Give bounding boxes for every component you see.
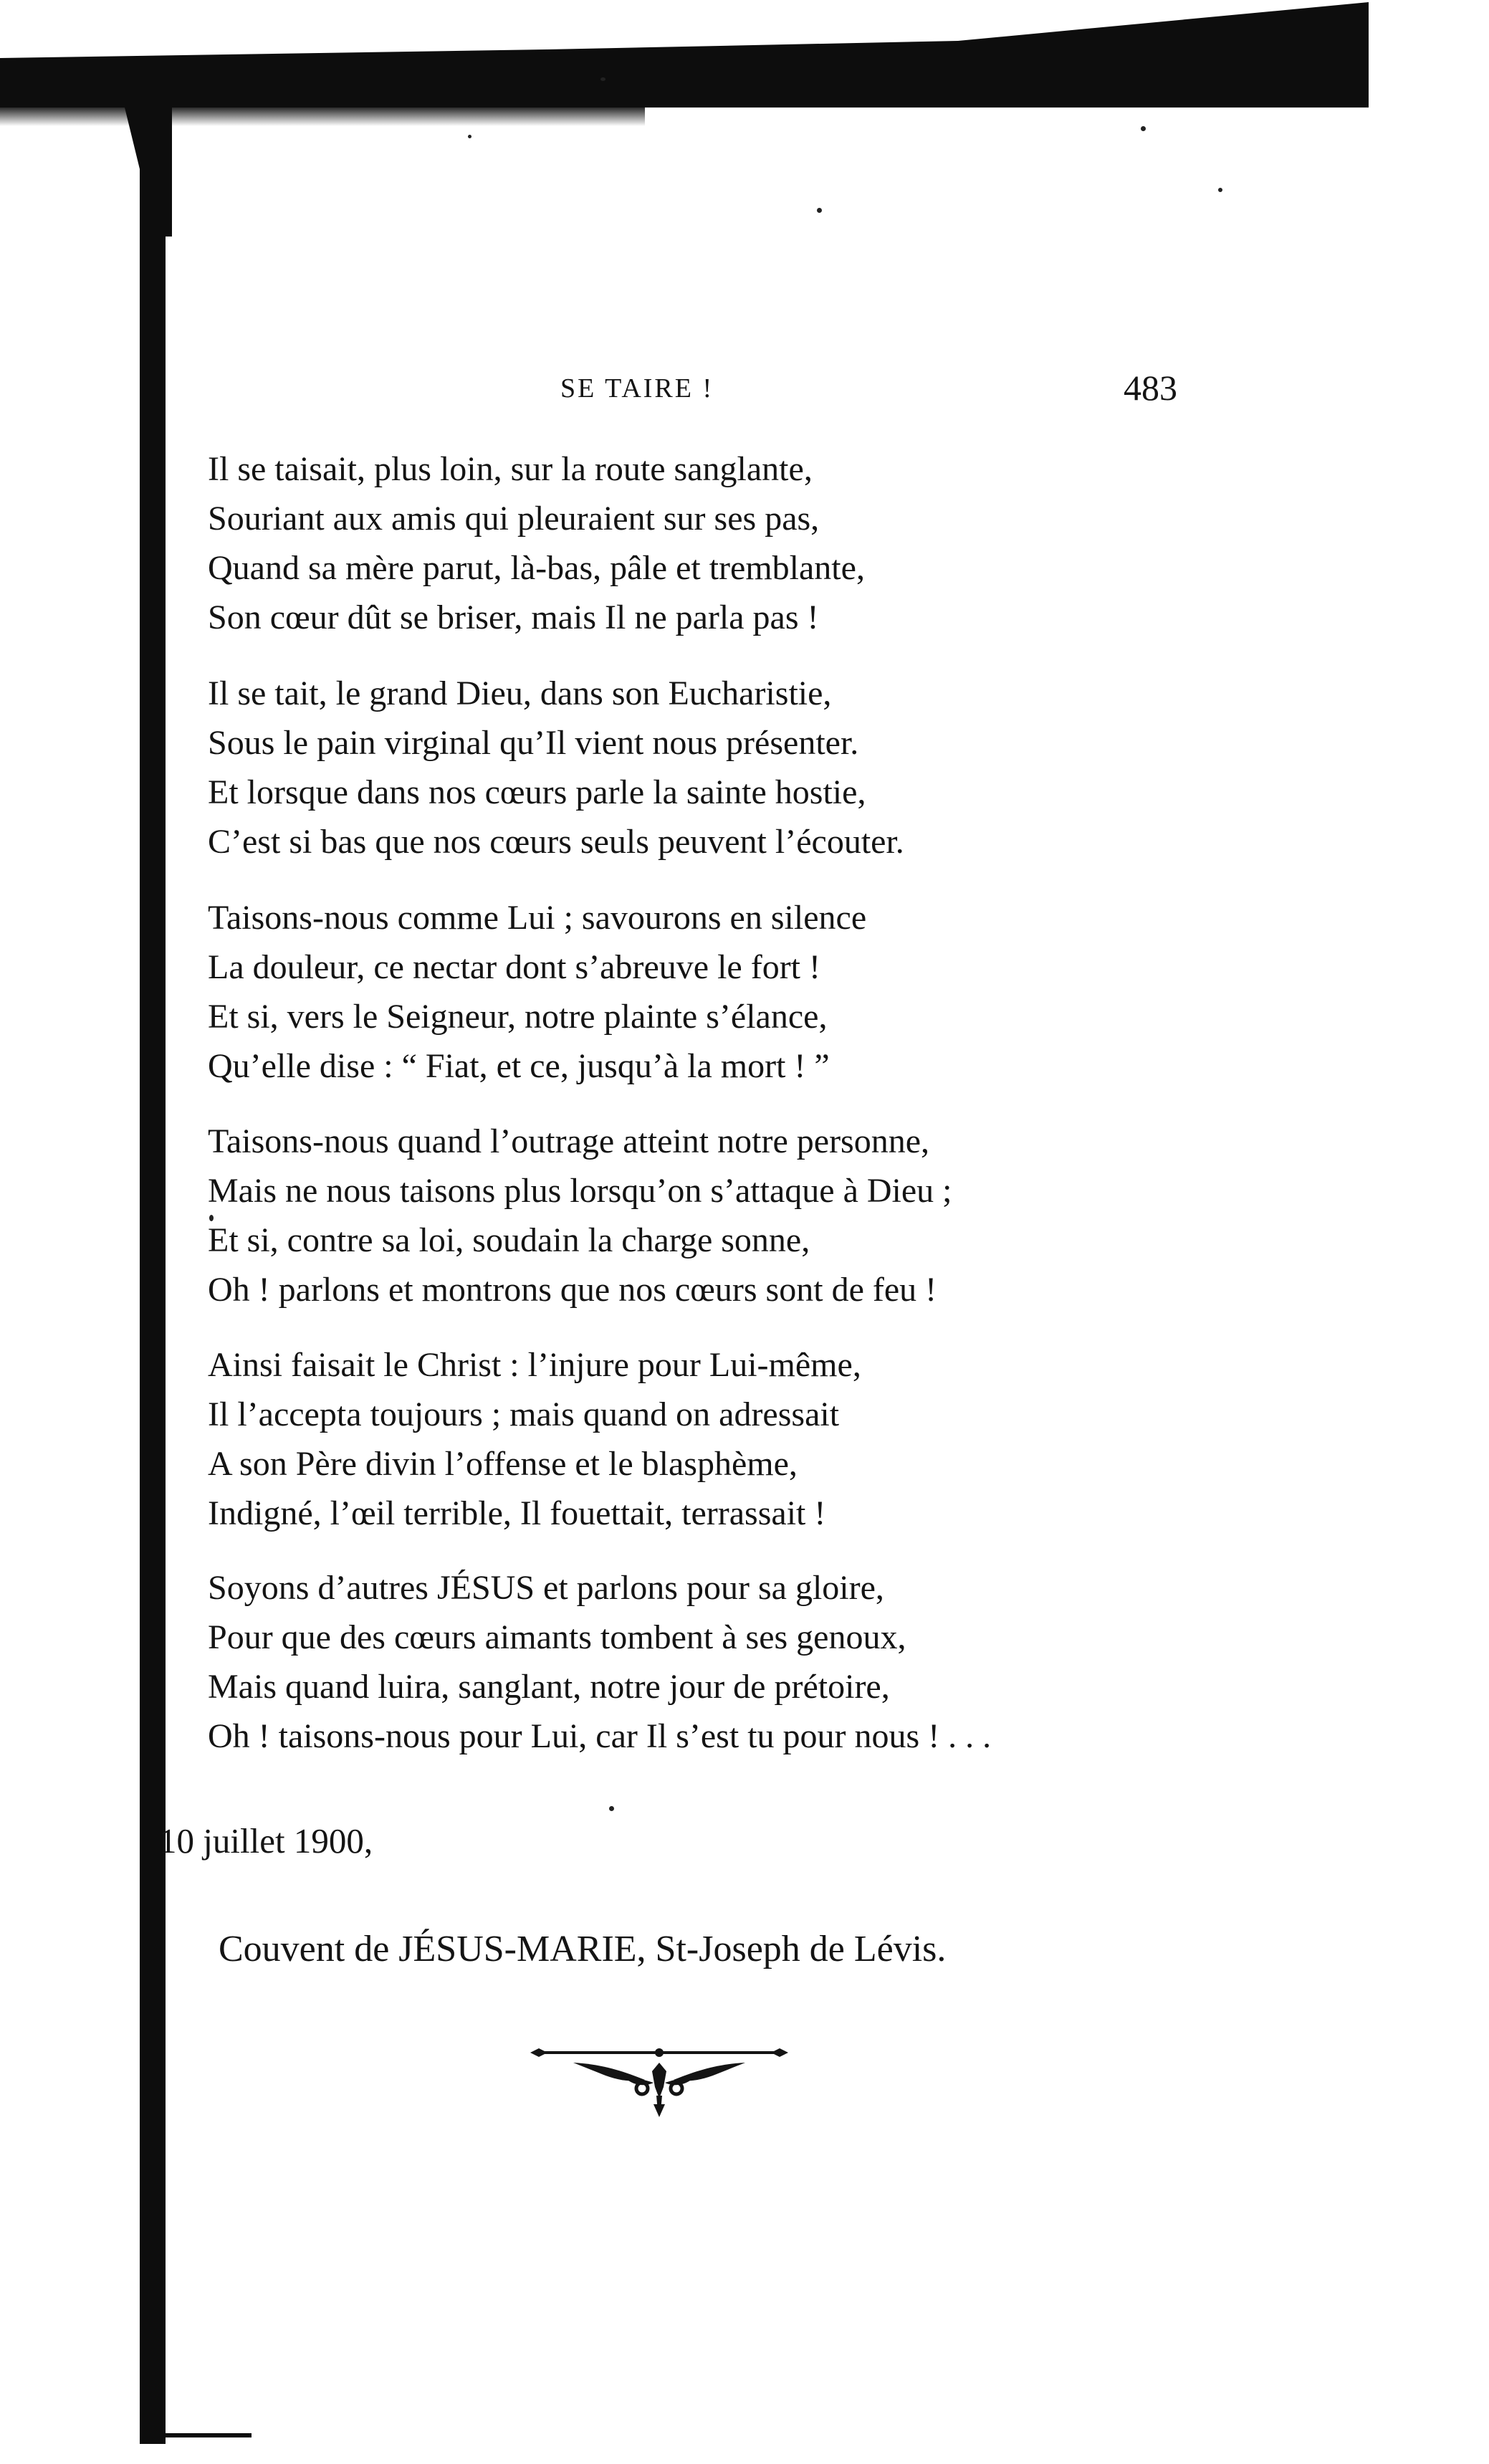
scan-top-edge xyxy=(0,0,1369,108)
verse-line: Ainsi faisait le Christ : l’injure pour Lui-même, xyxy=(208,1346,861,1384)
verse-line: Quand sa mère parut, là-bas, pâle et tremblante, xyxy=(208,549,865,587)
stanza xyxy=(208,444,1247,642)
verse-line: Soyons d’autres JÉSUS et parlons pour sa gloire, xyxy=(208,1569,884,1607)
scan-speck xyxy=(1218,188,1222,192)
verse-line: Et si, contre sa loi, soudain la charge sonne, xyxy=(208,1221,810,1259)
poem-date: 10 juillet 1900, xyxy=(159,1821,373,1861)
verse-line: Taisons-nous quand l’outrage atteint notre personne, xyxy=(208,1122,930,1160)
verse-line: Souriant aux amis qui pleuraient sur ses pas, xyxy=(208,500,820,538)
verse-line: Oh ! parlons et montrons que nos cœurs sont de feu ! xyxy=(208,1271,937,1309)
stanza xyxy=(208,1117,1247,1314)
verse-line: Sous le pain virginal qu’Il vient nous présenter. xyxy=(208,724,859,762)
running-head xyxy=(0,367,1489,417)
verse-line: Il l’accepta toujours ; mais quand on adressait xyxy=(208,1395,840,1433)
stanza xyxy=(208,669,1247,866)
stanza xyxy=(208,1563,1247,1761)
verse-line: Indigné, l’œil terrible, Il fouettait, terrassait ! xyxy=(208,1494,826,1532)
verse-line: Son cœur dût se briser, mais Il ne parla pas ! xyxy=(208,598,819,636)
scan-speck xyxy=(1141,126,1146,131)
verse-line: A son Père divin l’offense et le blasphème, xyxy=(208,1445,798,1483)
verse-line: La douleur, ce nectar dont s’abreuve le fort ! xyxy=(208,948,820,986)
verse-line: Il se tait, le grand Dieu, dans son Eucharistie, xyxy=(208,674,832,712)
verse-line: Et si, vers le Seigneur, notre plainte s’élance, xyxy=(208,998,828,1036)
page-number: 483 xyxy=(1124,368,1177,408)
verse-line: Mais quand luira, sanglant, notre jour de prétoire, xyxy=(208,1668,890,1706)
verse-line: Mais ne nous taisons plus lorsqu’on s’attaque à Dieu ; xyxy=(208,1172,952,1210)
verse-line: Et lorsque dans nos cœurs parle la sainte hostie, xyxy=(208,773,866,811)
scan-top-shadow xyxy=(0,108,645,126)
verse-line: Pour que des cœurs aimants tombent à ses genoux, xyxy=(208,1618,906,1656)
scan-speck xyxy=(600,77,605,81)
running-title: SE TAIRE ! xyxy=(560,373,714,403)
poem-signature: Couvent de JÉSUS-MARIE, St-Joseph de Lévis. xyxy=(219,1929,947,1969)
stanza xyxy=(208,893,1247,1091)
scan-speck xyxy=(468,135,471,138)
verse-line: Qu’elle dise : “ Fiat, et ce, jusqu’à la mort ! ” xyxy=(208,1047,830,1085)
stanza xyxy=(208,1340,1247,1538)
verse-line: Oh ! taisons-nous pour Lui, car Il s’est tu pour nous ! . . . xyxy=(208,1717,992,1755)
scan-speck xyxy=(609,1806,614,1811)
scan-speck xyxy=(817,208,822,213)
verse-line: Il se taisait, plus loin, sur la route sanglante, xyxy=(208,450,813,488)
vignette-ornament-icon xyxy=(530,2043,788,2121)
scan-left-edge xyxy=(140,108,166,2444)
verse-line: Taisons-nous comme Lui ; savourons en silence xyxy=(208,899,867,937)
scan-left-foot xyxy=(166,2433,252,2437)
verse-line: C’est si bas que nos cœurs seuls peuvent l’écouter. xyxy=(208,823,904,861)
